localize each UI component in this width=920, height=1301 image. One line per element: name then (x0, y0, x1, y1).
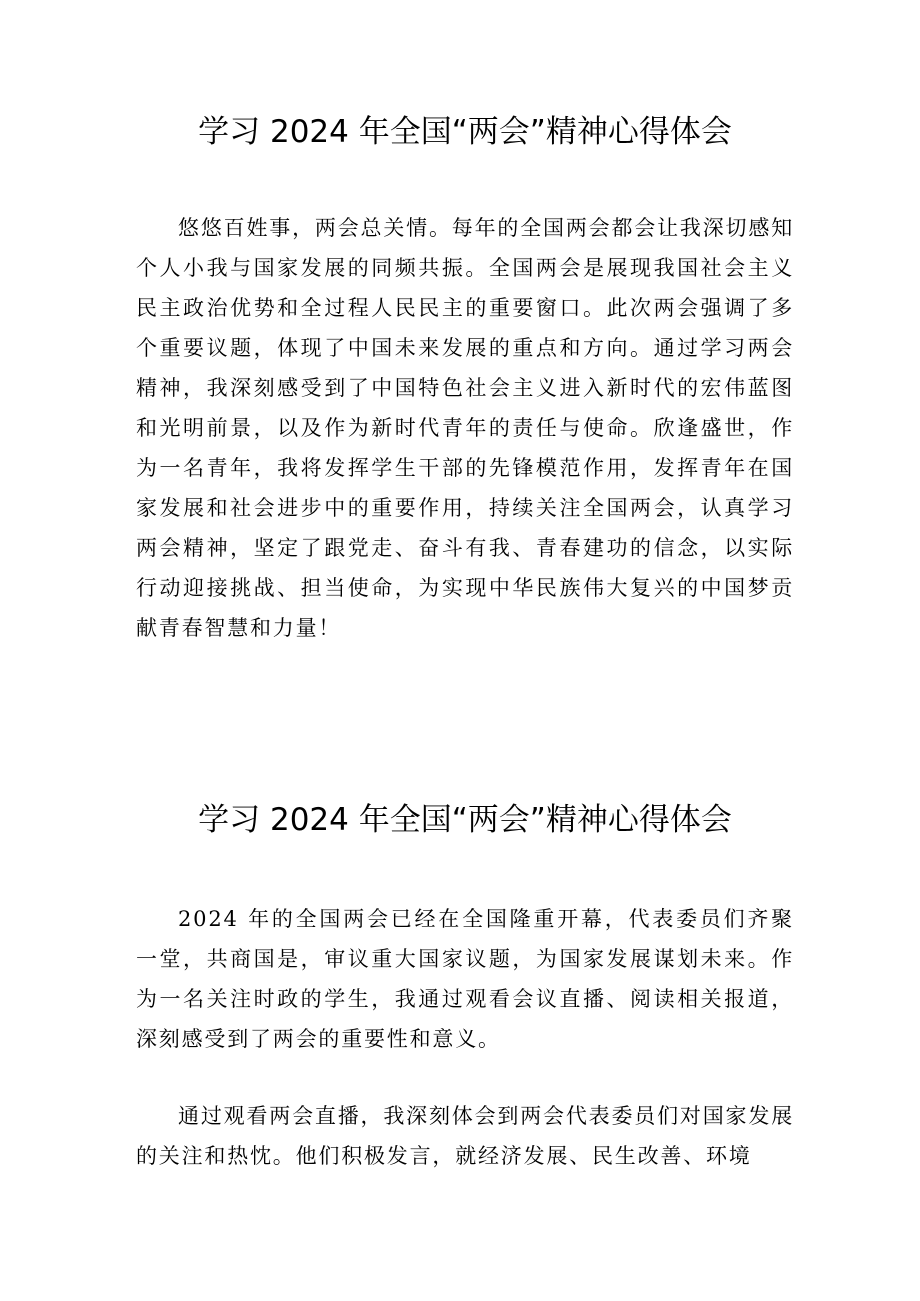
section-2-title: 学习 2024 年全国“两会”精神心得体会 (198, 802, 732, 838)
section-2-paragraph-1: 2024 年的全国两会已经在全国隆重开幕，代表委员们齐聚一堂，共商国是，审议重大国家议题，为国家发展谋划未来。作为一名关注时政的学生，我通过观看会议直播、阅读相关报道，深刻感受到了两会的重要性和意义。 (136, 907, 794, 1051)
section-2-paragraph-2: 通过观看两会直播，我深刻体会到两会代表委员们对国家发展的关注和热忱。他们积极发言，就经济发展、民生改善、环境 (136, 1104, 794, 1168)
section-1-title: 学习 2024 年全国“两会”精神心得体会 (198, 114, 732, 150)
section-1-paragraph-1: 悠悠百姓事，两会总关情。每年的全国两会都会让我深切感知个人小我与国家发展的同频共振。全国两会是展现我国社会主义民主政治优势和全过程人民民主的重要窗口。此次两会强调了多个重要议题，体现了中国未来发展的重点和方向。通过学习两会精神，我深刻感受到了中国特色社会主义进入新时代的宏伟蓝图和光明前景，以及作为新时代青年的责任与使命。欣逢盛世，作为一名青年，我将发挥学生干部的先锋模范作用，发挥青年在国家发展和社会进步中的重要作用，持续关注全国两会，认真学习两会精神，坚定了跟党走、奋斗有我、青春建功的信念，以实际行动迎接挑战、担当使命，为实现中华民族伟大复兴的中国梦贡献青春智慧和力量！ (136, 216, 794, 640)
